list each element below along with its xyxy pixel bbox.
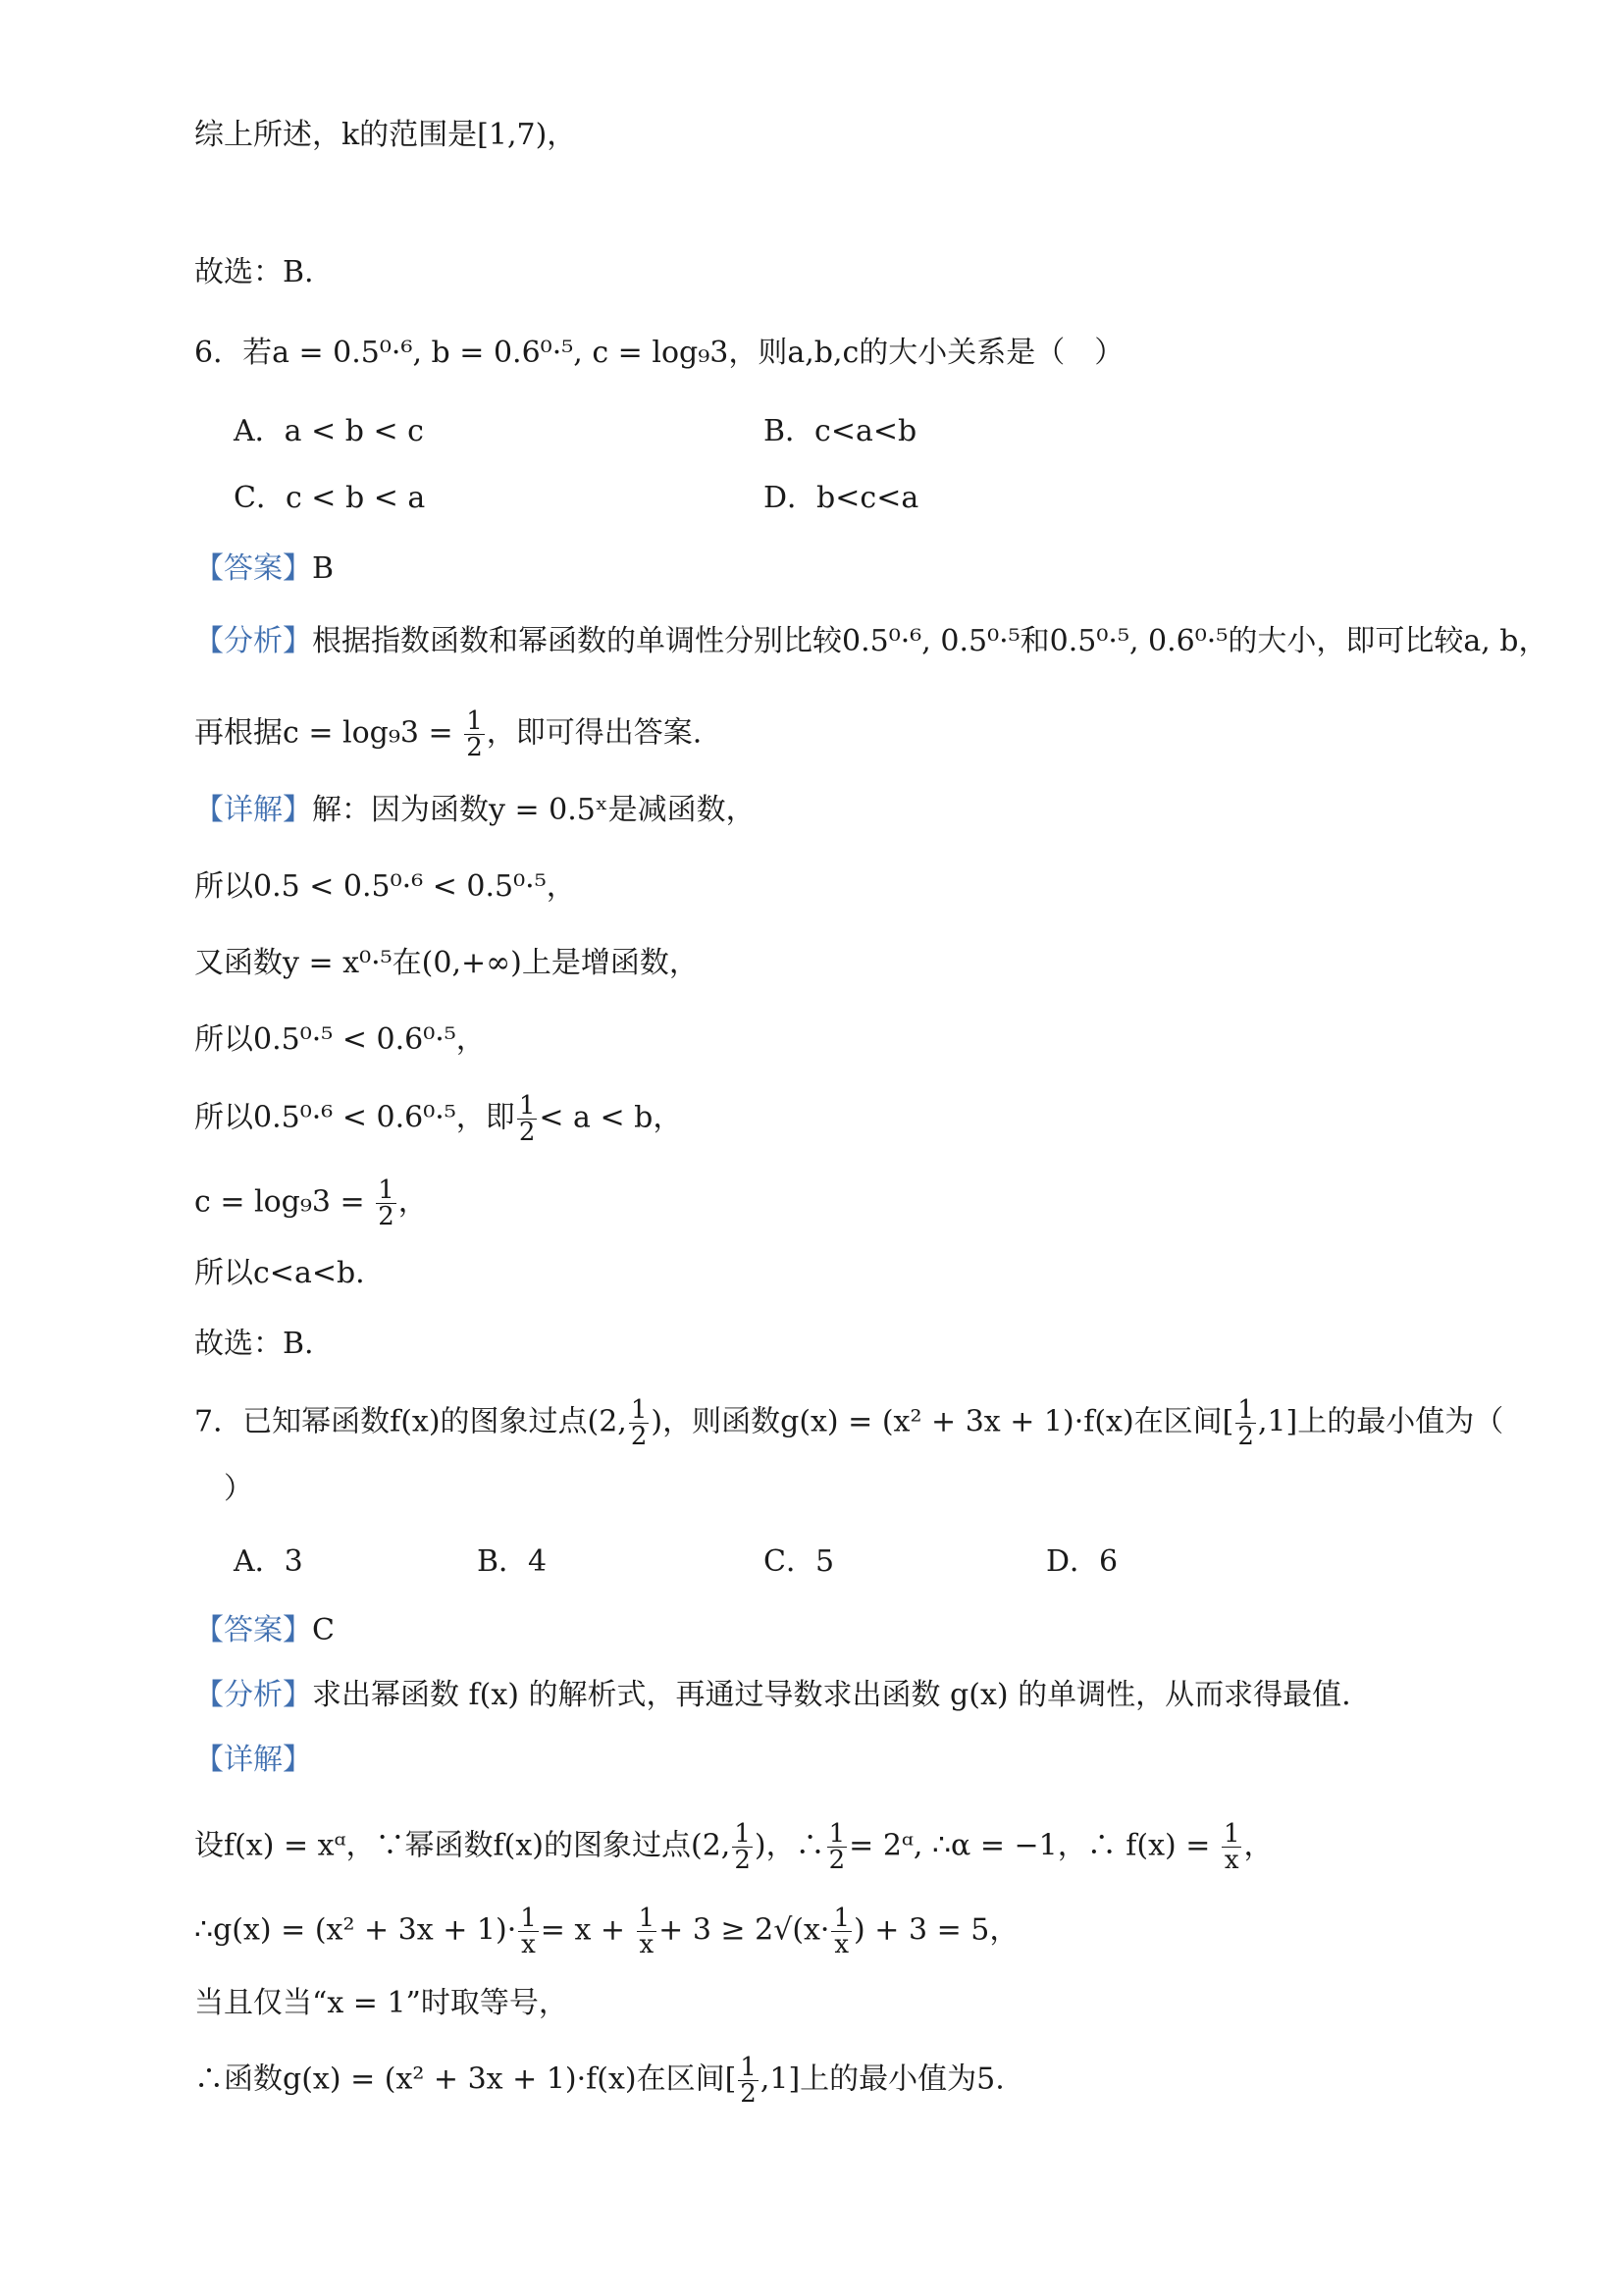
- answer-tag: 【答案】: [194, 551, 312, 586]
- q7-option-c: C．5: [763, 1544, 835, 1579]
- step-4: [194, 1093, 682, 1145]
- fraction-half: $\frac{1}{2}$: [740, 2053, 757, 2109]
- analysis-text: 根据指数函数和幂函数的单调性分别比较0.5⁰·⁶, 0.5⁰·⁵和0.5⁰·⁵, 0.6⁰·⁵的大小，即可比较a, b，: [312, 624, 1548, 658]
- detail-7-text-end: ) + 3 = 5，: [854, 1912, 1020, 1948]
- question-7-text: 7．已知幂函数f(x)的图象过点(2,: [194, 1404, 627, 1439]
- detail-text: 解：因为函数y = 0.5ˣ是减函数，: [312, 793, 756, 827]
- detail-7-text-end: ,1]上的最小值为5.: [759, 2061, 1005, 2097]
- fraction-half: $\frac{1}{2}$: [828, 1819, 846, 1875]
- step-4-text-end: < a < b，: [539, 1100, 683, 1135]
- analysis-tag: 【分析】: [194, 1678, 312, 1712]
- summary-line: 综上所述，k的范围是[1,7)，: [194, 118, 577, 152]
- fraction-half: $\frac{1}{2}$: [630, 1395, 648, 1451]
- analysis-6: [194, 622, 1548, 661]
- analysis-cont-text: 再根据c = log₉3 =: [194, 715, 463, 751]
- q6-option-d: D．b<c<a: [763, 481, 919, 515]
- step-3: 所以0.5⁰·⁵ < 0.6⁰·⁵，: [194, 1022, 486, 1057]
- fraction-half: $\frac{1}{2}$: [466, 706, 483, 762]
- answer-tag: 【答案】: [194, 1613, 312, 1647]
- detail-7-line-1: [194, 1821, 1273, 1873]
- step-6: 所以c<a<b.: [194, 1256, 365, 1290]
- analysis-text: 求出幂函数 f(x) 的解析式，再通过导数求出函数 g(x) 的单调性，从而求得最值.: [312, 1678, 1351, 1712]
- q6-option-b: B．c<a<b: [763, 414, 917, 448]
- step-5: [194, 1177, 428, 1229]
- step-5-text-end: ，: [397, 1184, 428, 1220]
- detail-tag: 【详解】: [194, 793, 312, 827]
- analysis-6-cont: [194, 708, 702, 760]
- question-7-close: ）: [224, 1472, 253, 1506]
- detail-7-text-mid: )，∴: [754, 1828, 825, 1863]
- fraction-one-over-x: $\frac{1}{x}$: [638, 1904, 655, 1959]
- answer-value: C: [312, 1613, 335, 1647]
- detail-7-text-mid: = x +: [540, 1912, 635, 1948]
- fraction-half: $\frac{1}{2}$: [734, 1819, 751, 1875]
- q7-option-a: A．3: [234, 1544, 303, 1579]
- fraction-half: $\frac{1}{2}$: [1237, 1395, 1254, 1451]
- step-5-text: c = log₉3 =: [194, 1184, 375, 1220]
- detail-7-line-3: 当且仅当“x = 1”时取等号，: [194, 1986, 568, 2020]
- question-7-text-end: ,1]上的最小值为（: [1257, 1404, 1504, 1439]
- step-1: 所以0.5 < 0.5⁰·⁶ < 0.5⁰·⁵，: [194, 869, 576, 904]
- detail-7-text: 设f(x) = xᵅ，∵幂函数f(x)的图象过点(2,: [194, 1828, 731, 1863]
- detail-7-text: ∴g(x) = (x² + 3x + 1)·: [194, 1912, 517, 1948]
- fraction-one-over-x: $\frac{1}{x}$: [520, 1904, 537, 1959]
- question-6: 6．若a = 0.5⁰·⁶, b = 0.6⁰·⁵, c = log₉3，则a,b,c的大小关系是（ ）: [194, 336, 1125, 370]
- detail-7-text-mid2: = 2ᵅ, ∴α = −1，∴ f(x) =: [849, 1828, 1220, 1863]
- analysis-cont-text-end: ，即可得出答案.: [486, 715, 703, 751]
- detail-7-text-end: ，: [1243, 1828, 1274, 1863]
- fraction-half: $\frac{1}{2}$: [518, 1091, 536, 1147]
- q6-option-c: C．c < b < a: [234, 481, 426, 515]
- analysis-7: [194, 1676, 1351, 1715]
- q6-option-a: A．a < b < c: [234, 414, 424, 448]
- detail-7-text: ∴函数g(x) = (x² + 3x + 1)·f(x)在区间[: [194, 2061, 737, 2097]
- answer-6: [194, 549, 334, 589]
- q7-option-d: D．6: [1046, 1544, 1119, 1579]
- question-7-text-mid: )，则函数g(x) = (x² + 3x + 1)·f(x)在区间[: [651, 1404, 1234, 1439]
- q7-option-b: B．4: [477, 1544, 548, 1579]
- detail-7-line-4: [194, 2055, 1005, 2107]
- choice-line: 故选：B.: [194, 255, 314, 289]
- detail-7-line-2: [194, 1905, 1019, 1957]
- fraction-half: $\frac{1}{2}$: [378, 1175, 394, 1231]
- fraction-one-over-x: $\frac{1}{x}$: [1223, 1819, 1240, 1875]
- fraction-one-over-x: $\frac{1}{x}$: [833, 1904, 851, 1959]
- answer-value: B: [312, 551, 335, 586]
- detail-7-text-mid2: + 3 ≥ 2√(x·: [658, 1912, 830, 1948]
- step-4-text: 所以0.5⁰·⁶ < 0.6⁰·⁵，即: [194, 1100, 515, 1135]
- answer-7: [194, 1611, 335, 1650]
- detail-6: [194, 791, 756, 830]
- step-2: 又函数y = x⁰·⁵在(0,+∞)上是增函数，: [194, 946, 699, 980]
- question-7: [194, 1397, 1503, 1449]
- detail-tag: 【详解】: [194, 1743, 312, 1777]
- analysis-tag: 【分析】: [194, 624, 312, 658]
- step-7: 故选：B.: [194, 1327, 314, 1361]
- detail-7-tag: [194, 1741, 312, 1780]
